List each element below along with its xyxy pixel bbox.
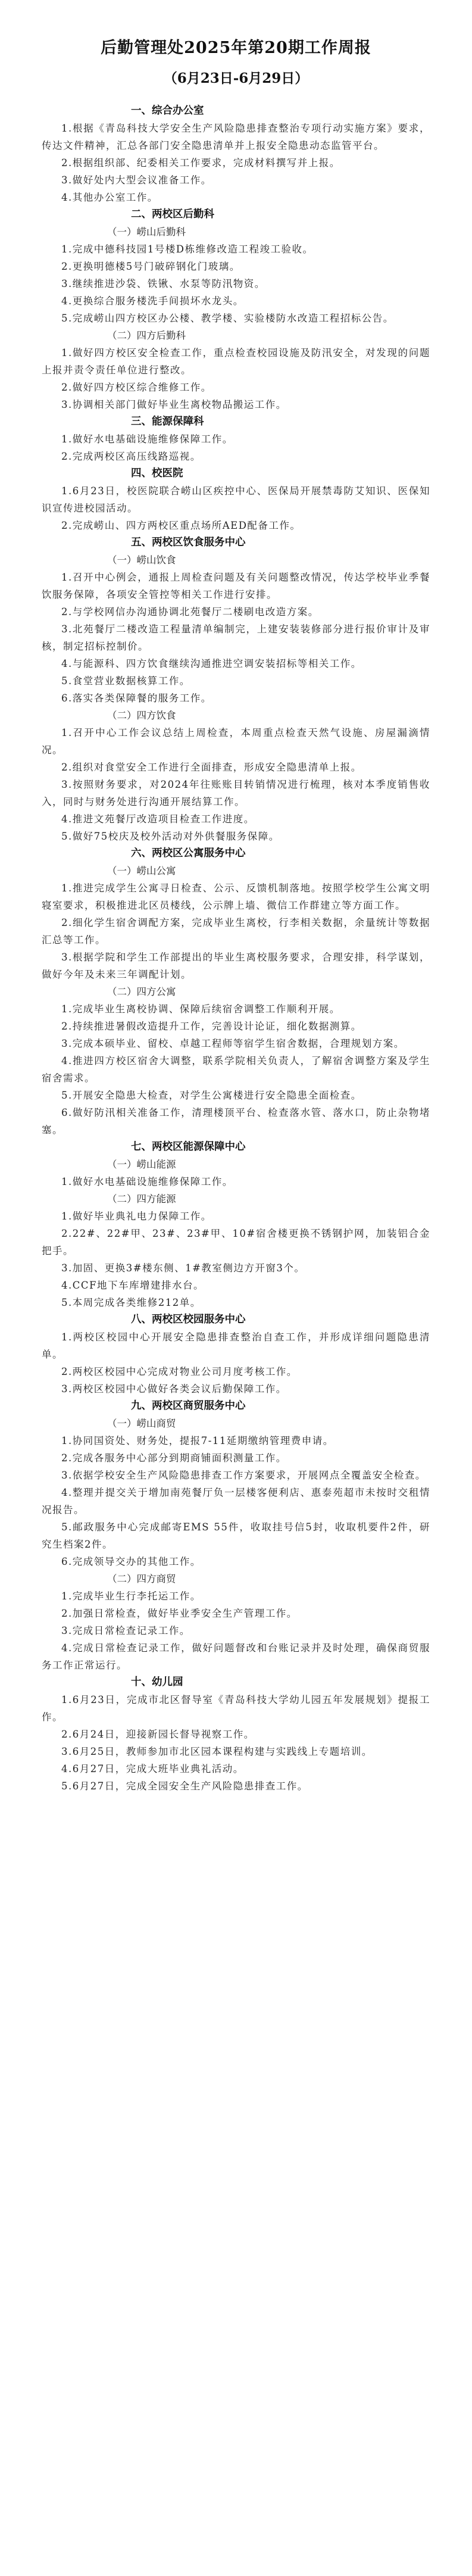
subsection-heading: （一）崂山饮食 — [107, 554, 176, 566]
subsection-heading: （二）四方后勤科 — [107, 330, 186, 341]
report-paragraph: 2.持续推进暑假改造提升工作，完善设计论证，细化数据测算。 — [61, 1021, 362, 1032]
report-paragraph: 2.完成崂山、四方两校区重点场所AED配备工作。 — [61, 520, 301, 531]
report-paragraph: 1.完成中德科技园1号楼D栋维修改造工程竣工验收。 — [61, 244, 314, 255]
section-heading: 二、两校区后勤科 — [131, 208, 214, 220]
report-paragraph: 3.依据学校安全生产风险隐患排查工作方案要求，开展网点全覆盖安全检查。 — [61, 1470, 426, 1481]
subsection-heading: （二）四方饮食 — [107, 710, 176, 721]
subsection-heading: （二）四方商贸 — [107, 1573, 176, 1585]
report-paragraph: 4.推进四方校区宿舍大调整，联系学院相关负责人，了解宿舍调整方案及学生宿舍需求。 — [42, 1055, 430, 1084]
subsection-heading: （一）崂山后勤科 — [107, 226, 186, 238]
subsection-heading: （二）四方公寓 — [107, 986, 176, 997]
report-paragraph: 3.两校区校园中心做好各类会议后勤保障工作。 — [61, 1383, 287, 1395]
report-paragraph: 1.6月23日，完成市北区督导室《青岛科技大学幼儿园五年发展规划》提报工作。 — [42, 1694, 430, 1723]
report-paragraph: 5.邮政服务中心完成邮寄EMS 55件，收取挂号信5封，收取机要件2件，研究生档案2件。 — [42, 1521, 430, 1550]
section-heading: 五、两校区饮食服务中心 — [131, 537, 246, 548]
report-paragraph: 3.完成本硕毕业、留校、卓越工程师等宿学生宿舍数据，合理规划方案。 — [61, 1038, 405, 1049]
report-paragraph: 5.开展安全隐患大检查，对学生公寓楼进行安全隐患全面检查。 — [61, 1090, 362, 1101]
section-heading: 十、幼儿园 — [131, 1676, 183, 1688]
report-paragraph: 6.落实各类保障餐的服务工作。 — [61, 693, 212, 704]
subsection-heading: （一）崂山能源 — [107, 1159, 176, 1170]
report-paragraph: 3.做好处内大型会议准备工作。 — [61, 174, 212, 186]
report-paragraph: 1.两校区校园中心开展安全隐患排查整治自查工作，并形成详细问题隐患清单。 — [42, 1331, 430, 1360]
report-paragraph: 4.其他办公室工作。 — [61, 192, 158, 203]
report-paragraph: 5.食堂营业数据核算工作。 — [61, 675, 190, 687]
report-paragraph: 2.更换明德楼5号门破碎钢化门玻璃。 — [61, 261, 240, 272]
subsection-heading: （二）四方能源 — [107, 1193, 176, 1205]
report-paragraph: 2.与学校网信办沟通协调北苑餐厅二楼刷电改造方案。 — [61, 606, 319, 618]
report-paragraph: 2.组织对食堂安全工作进行全面排查，形成安全隐患清单上报。 — [61, 762, 362, 773]
report-paragraph: 1.6月23日，校医院联合崂山区疾控中心、医保局开展禁毒防艾知识、医保知识宣传进校园活动。 — [42, 485, 430, 514]
report-paragraph: 1.做好水电基础设施维修保障工作。 — [61, 434, 233, 445]
report-paragraph: 5.6月27日，完成全园安全生产风险隐患排查工作。 — [61, 1780, 308, 1792]
report-paragraph: 2.细化学生宿舍调配方案，完成毕业生离校，行李相关数据，余量统计等数据汇总等工作。 — [42, 917, 430, 946]
report-paragraph: 4.完成日常检查记录工作，做好问题督改和台账记录并及时处理，确保商贸服务工作正常运行。 — [42, 1642, 430, 1671]
report-paragraph: 4.推进文苑餐厅改造项目检查工作进度。 — [61, 813, 255, 825]
report-paragraph: 5.做好75校庆及校外活动对外供餐服务保障。 — [61, 831, 280, 842]
report-paragraph: 2.22#、22#甲、23#、23#甲、10#宿舍楼更换不锈钢护网，加装铝合金把手。 — [42, 1228, 430, 1256]
report-paragraph: 1.做好毕业典礼电力保障工作。 — [61, 1211, 212, 1222]
report-paragraph: 2.完成两校区高压线路巡视。 — [61, 451, 201, 462]
report-paragraph: 2.完成各服务中心部分到期商铺面积测量工作。 — [61, 1452, 287, 1464]
report-paragraph: 6.做好防汛相关准备工作，清理楼顶平台、检查落水管、落水口，防止杂物堵塞。 — [42, 1107, 430, 1136]
report-paragraph: 3.北苑餐厅二楼改造工程量清单编制完，上建安装装修部分进行报价审计及审核，制定招标控制价。 — [42, 623, 430, 652]
report-paragraph: 2.两校区校园中心完成对物业公司月度考核工作。 — [61, 1366, 298, 1377]
report-paragraph: 1.召开中心工作会议总结上周检查，本周重点检查天然气设施、房屋漏滴情况。 — [42, 727, 430, 756]
report-paragraph: 6.完成领导交办的其他工作。 — [61, 1556, 201, 1567]
report-paragraph: 4.更换综合服务楼洗手间损坏水龙头。 — [61, 295, 244, 307]
report-paragraph: 3.完成日常检查记录工作。 — [61, 1625, 190, 1636]
section-heading: 七、两校区能源保障中心 — [131, 1141, 246, 1153]
subsection-heading: （一）崂山公寓 — [107, 865, 176, 877]
report-paragraph: 1.完成毕业生离校协调、保障后续宿舍调整工作顺利开展。 — [61, 1003, 340, 1015]
section-heading: 六、两校区公寓服务中心 — [131, 847, 246, 859]
report-paragraph: 1.召开中心例会，通报上周检查问题及有关问题整改情况，传达学校毕业季餐饮服务保障，各项安全管控等相关工作进行安排。 — [42, 572, 430, 600]
subsection-heading: （一）崂山商贸 — [107, 1418, 176, 1429]
section-heading: 四、校医院 — [131, 467, 183, 479]
report-paragraph: 5.完成崂山四方校区办公楼、教学楼、实验楼防水改造工程招标公告。 — [61, 313, 394, 324]
report-paragraph: 1.推进完成学生公寓寻日检查、公示、反馈机制落地。按照学校学生公寓文明寝室要求，积极推进北区员楼线，公示牌上墙、微信工作群建立等方面工作。 — [42, 882, 430, 911]
report-title: 后勤管理处2025年第20期工作周报 — [101, 39, 371, 57]
report-paragraph: 2.做好四方校区综合维修工作。 — [61, 382, 212, 393]
report-paragraph: 3.加固、更换3#楼东侧、1#教室侧边方开窗3个。 — [61, 1262, 305, 1274]
report-paragraph: 1.做好水电基础设施维修保障工作。 — [61, 1176, 233, 1187]
report-paragraph: 3.根据学院和学生工作部提出的毕业生离校服务要求，合理安排，科学谋划，做好今年及未来三年调配计划。 — [42, 952, 430, 980]
report-paragraph: 1.根据《青岛科技大学安全生产风险隐患排查整治专项行动实施方案》要求，传达文件精神，汇总各部门安全隐患清单并上报安全隐患动态监管平台。 — [42, 123, 430, 151]
report-paragraph: 4.与能源科、四方饮食继续沟通推进空调安装招标等相关工作。 — [61, 658, 362, 669]
report-paragraph: 3.6月25日，教师参加市北区园本课程构建与实践线上专题培训。 — [61, 1746, 373, 1757]
report-paragraph: 3.按照财务要求，对2024年往账账目转销情况进行梳理，核对本季度销售收入，同时与财务处进行沟通开展结算工作。 — [42, 779, 430, 807]
report-paragraph: 4.6月27日，完成大班毕业典礼活动。 — [61, 1763, 244, 1774]
report-paragraph: 3.协调相关部门做好毕业生离校物品搬运工作。 — [61, 399, 287, 410]
section-heading: 一、综合办公室 — [131, 105, 204, 117]
report-date-range: （6月23日-6月29日） — [163, 70, 309, 86]
report-paragraph: 1.完成毕业生行李托运工作。 — [61, 1590, 201, 1602]
section-heading: 八、两校区校园服务中心 — [131, 1314, 246, 1326]
report-paragraph: 4.CCF地下车库增建排水台。 — [61, 1280, 204, 1291]
section-heading: 九、两校区商贸服务中心 — [131, 1400, 246, 1412]
report-paragraph: 2.6月24日，迎接新园长督导视察工作。 — [61, 1729, 255, 1740]
report-paragraph: 3.继续推进沙袋、铁锹、水泵等防汛物资。 — [61, 278, 265, 289]
report-paragraph: 1.做好四方校区安全检查工作，重点检查校园设施及防汛安全，对发现的问题上报并责令责任单位进行整改。 — [42, 347, 430, 376]
report-paragraph: 4.整理并提交关于增加南苑餐厅负一层楼客便利店、惠泰苑超市未按时交租情况报告。 — [42, 1487, 430, 1515]
report-paragraph: 2.加强日常检查，做好毕业季安全生产管理工作。 — [61, 1608, 298, 1619]
report-paragraph: 1.协同国资处、财务处，提报7-11延期缴纳管理费申请。 — [61, 1435, 334, 1446]
report-paragraph: 2.根据组织部、纪委相关工作要求，完成材料撰写并上报。 — [61, 157, 340, 169]
report-body — [42, 102, 430, 1795]
section-heading: 三、能源保障科 — [131, 416, 204, 428]
report-paragraph: 5.本周完成各类维修212单。 — [61, 1297, 201, 1308]
